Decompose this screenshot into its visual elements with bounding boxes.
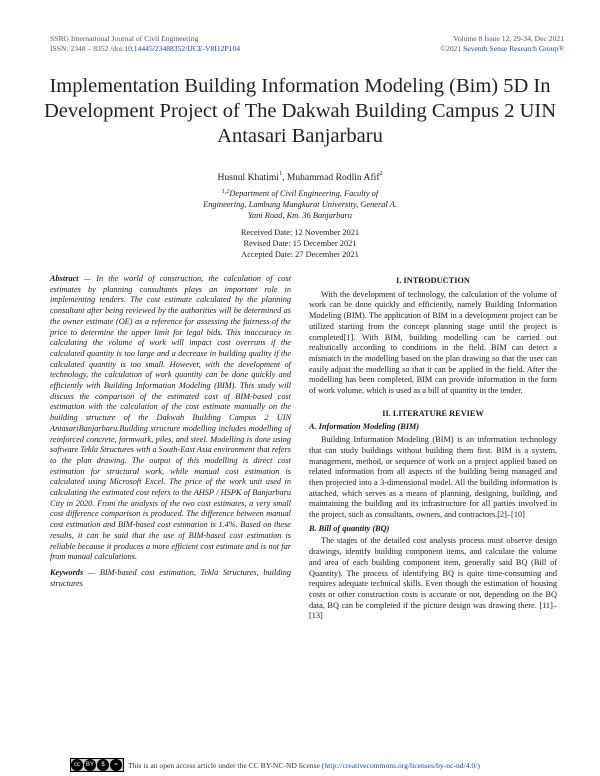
cc-icon: cc: [71, 759, 83, 771]
author-separator: ,: [282, 172, 287, 183]
received-date: Received Date: 12 November 2021: [240, 228, 360, 237]
right-column: [309, 276, 557, 625]
section-heading: I. INTRODUCTION: [396, 276, 470, 285]
cc-license-badge[interactable]: [70, 758, 124, 772]
abstract-label: Abstract: [50, 274, 79, 283]
author-affil-mark: 2: [379, 171, 383, 177]
affiliation: [200, 188, 400, 221]
license-link[interactable]: http://creativecommons.org/licenses/by-nc-nd/4.0/: [324, 760, 478, 770]
section-heading: II. LITERATURE REVIEW: [382, 408, 484, 418]
keywords: [50, 568, 291, 589]
nd-icon: =: [110, 759, 122, 771]
subsection-heading: A. Information Modeling (BIM): [309, 422, 420, 432]
journal-name: SSRG International Journal of Civil Engineering: [50, 34, 199, 43]
keywords-label: Keywords: [50, 567, 84, 577]
left-column: [50, 274, 291, 589]
intro-paragraph: With the development of technology, the calculation of the volume of work can be done quickly and efficiently, namely Building Information Modeling (BIM). The application of BIM in a development project can be utilized starting from the concept planning stage until the project is completed[1]. With BIM, building modelling can be carried out realistically according to conditions in the field. BIM can detect a mismatch in the modelling based on the plan drawing so that the user can easily adjust the modelling so that it can be applied in the field. After the modelling has been completed, BIM can provide information in the form of work volume, which is used as a bill of quantity in the tender.: [309, 289, 557, 396]
license-close: ): [477, 760, 480, 770]
copyright-line: [440, 44, 564, 54]
subsection-heading: B. Bill of quantity (BQ): [309, 523, 390, 533]
accepted-date: Accepted Date: 27 December 2021: [241, 250, 359, 259]
license-text: This is an open access article under the CC BY-NC-ND license (: [128, 760, 325, 770]
issn-text: ISSN: 2348 – 8352 /doi:: [50, 44, 125, 53]
abstract-text: — In the world of construction, the calculation of cost estimates by planning consultants plays an important role in implementing tenders. The cost estimate calculated by the planning consultant after being reviewed by the authorities will be determined as the owner estimate (OE) as a reference for assessing the fairness of the price to determine the upper limit for legal bids. This inaccuracy in calculating the volume of work will impact cost overruns if the calculated quantity is too large and a decrease in building quality if the calculated quantity is too small. However, with the development of technology, the calculation of work quantity can be done quickly and efficiently with Building Information Modeling (BIM). This study will discuss the comparison of the estimated cost of BIM-based cost estimation with the calculation of the cost estimate manually on the building structure of the Dakwah Building Campus 2 UIN AntasariBanjarbaru.Building structure modelling includes modelling of reinforced concrete, formwork, piles, and steel. Modelling is done using software Tekla Structures with a South-East Asia environment that refers to the plan drawing. The output of this modelling is direct cost estimation for structural work, while manual cost estimation is calculated using Microsoft Excel. The price of the work unit used in calculating the estimated cost refers to the AHSP / HSPK of Banjarbaru City in 2020. From the analysis of the two cost estimates, a very small cost difference comparison is produced. The difference between manual cost estimation and BIM-based cost estimation is 1.4%. Based on these results, it can be said that the use of BIM-based cost estimation is reliable because it produces a more efficient cost estimate and is not far from manual calculations.: [50, 274, 291, 562]
bim-paragraph: Building Information Modeling (BIM) is an information technology that can study buildings without building them first. BIM is a system, management, method, or sequence of work on a project applied based on related information from all aspects of the building being managed and then projected into a 3-dimensional model. All the building information is attached, which serves as a means of planning, designing, building, and maintaining the building and its infrastructure for all parties involved in the project, such as consultants, owners, and contractors.[2]–[10]: [309, 435, 557, 520]
author-affil-mark: 1: [279, 171, 283, 177]
author-name: Husnul Khatimi: [217, 172, 280, 183]
affiliation-text: Department of Civil Engineering, Faculty of Engineering, Lambung Mangkurat University, General A. Yani Road, Km. 36 Banjarbaru: [203, 189, 397, 220]
bq-paragraph: The stages of the detailed cost analysis process must observe design drawings, identify building component items, and calculate the volume and area of each building component item, generally said BQ (Bill of Quantity). The process of identifying BQ is quite time-consuming and requires adequate technical skills. Even though the estimation of housing costs or other construction costs is accurate or not, depending on the BQ data, BQ can be completed if the picture design was drawing there. [11]–[13]: [309, 536, 557, 621]
nc-icon: $: [97, 759, 109, 771]
by-icon: BY: [84, 759, 96, 771]
issn-doi-line: [50, 44, 240, 54]
affiliation-mark: 1,2: [221, 189, 230, 195]
copyright-text: ©2021: [440, 44, 464, 53]
publisher-link[interactable]: Seventh Sense Research Group®: [463, 44, 564, 53]
running-header-left: [50, 34, 240, 54]
author-name: Muhammad Rodlin Afif: [286, 172, 380, 183]
abstract: [50, 274, 291, 563]
author-list: [0, 172, 600, 183]
running-header-right: [440, 34, 564, 54]
doi-link[interactable]: 10.14445/23488352/IJCE-V8I12P104: [124, 44, 241, 53]
keywords-text: — BIM-based cost estimation, Tekla Structures, building structures: [50, 567, 291, 588]
volume-info: Volume 8 Issue 12, 29-34, Dec 2021: [453, 34, 564, 43]
submission-dates: [0, 227, 600, 260]
paper-title: Implementation Building Information Modeling (Bim) 5D In Development Project of The Dakwah Building Campus 2 UIN Antasari Banjarbaru: [43, 75, 557, 147]
revised-date: Revised Date: 15 December 2021: [243, 239, 357, 248]
license-footer: [70, 758, 480, 772]
